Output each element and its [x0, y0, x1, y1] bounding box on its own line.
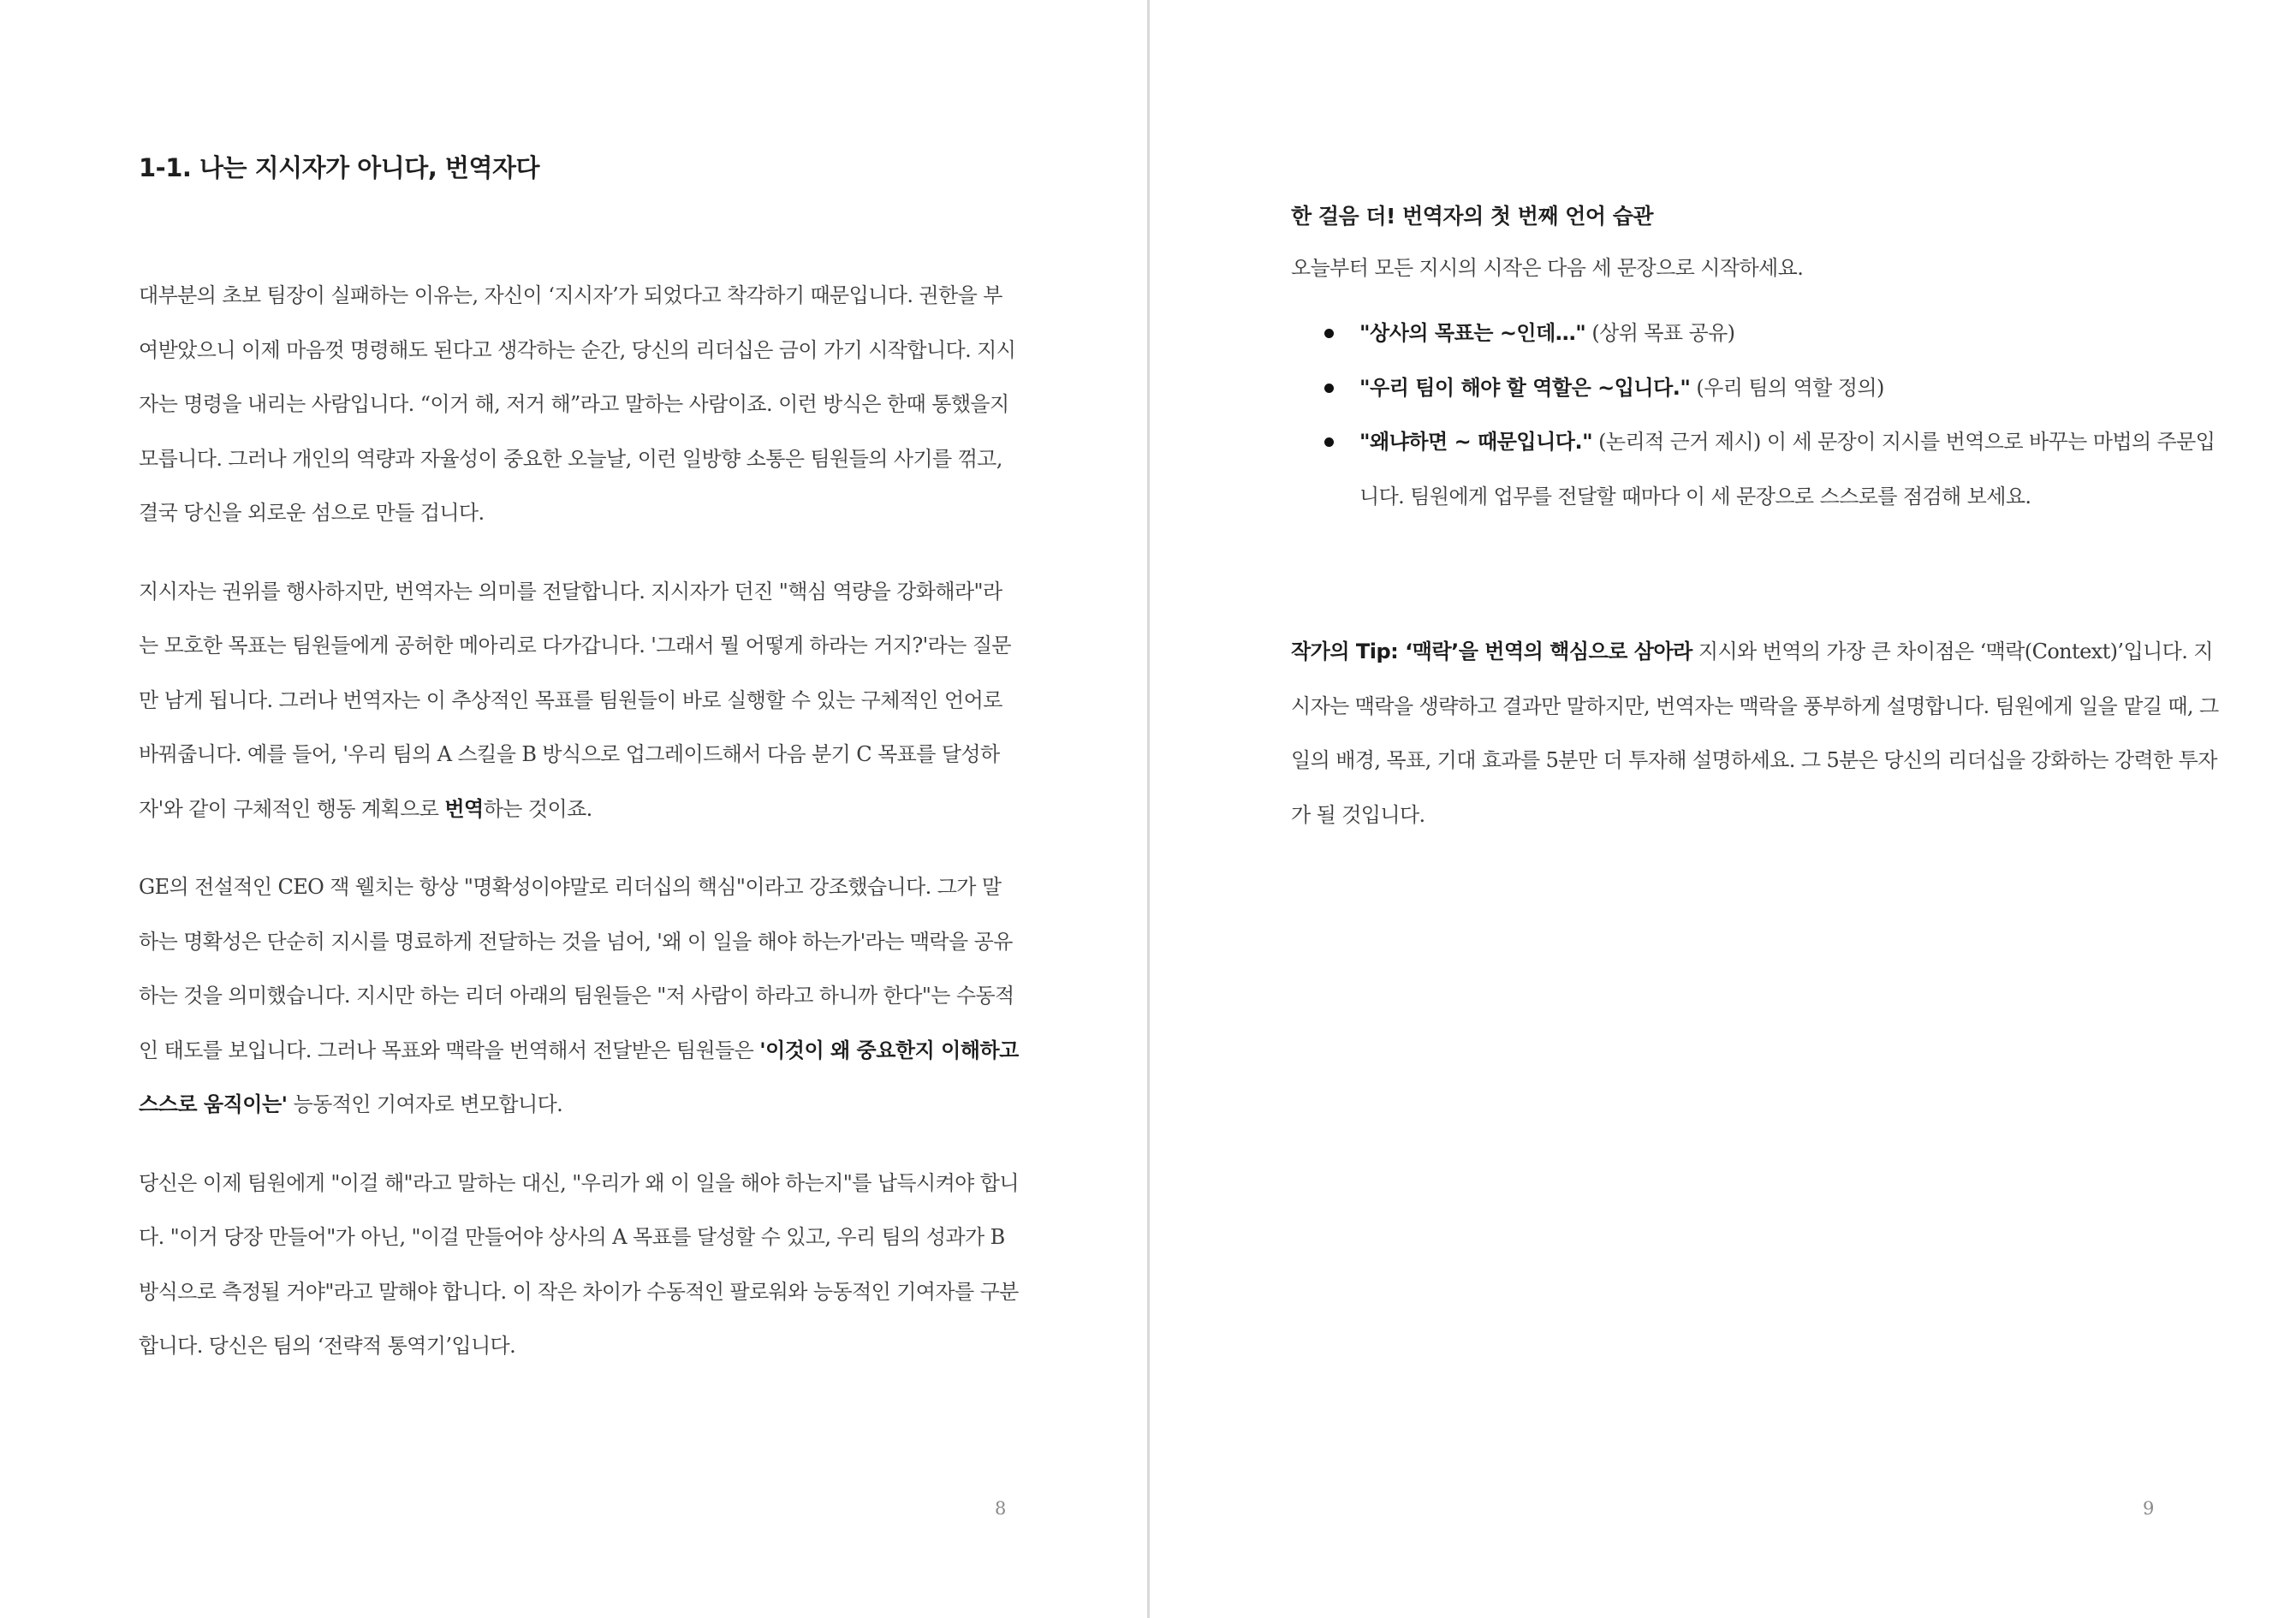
bullet-icon	[1324, 329, 1334, 338]
paragraph-1: 대부분의 초보 팀장이 실패하는 이유는, 자신이 ‘지시자’가 되었다고 착각하기 때문입니다. 권한을 부여받았으니 이제 마음껏 명령해도 된다고 생각하는 순간, 당신의 리더십은 금이 가기 시작합니다. 지시자는 명령을 내리는 사람입니다. “이거 해, 저거 해”라고 말하는 사람이죠. 이런 방식은 한때 통했을지 모릅니다. 그러나 개인의 역량과 자율성이 중요한 오늘날, 이런 일방향 소통은 팀원들의 사기를 꺾고, 결국 당신을 외로운 섬으로 만들 겁니다.	[139, 283, 1016, 525]
page-number-left: 8	[995, 1498, 1007, 1519]
paragraph-3	[139, 860, 1020, 1133]
list-item-bold: "우리 팀이 해야 할 역할은 ~입니다."	[1359, 375, 1691, 400]
list-item-text: (우리 팀의 역할 정의)	[1690, 375, 1884, 400]
paragraph-2-text-b: 하는 것이죠.	[483, 796, 592, 821]
left-page-content	[139, 146, 1020, 1398]
paragraph-2-text-a: 지시자는 권위를 행사하지만, 번역자는 의미를 전달합니다. 지시자가 던진 "핵심 역량을 강화해라"라는 모호한 목표는 팀원들에게 공허한 메아리로 다가갑니다. '그래서 뭘 어떻게 하라는 거지?'라는 질문만 남게 됩니다. 그러나 번역자는 이 추상적인 목표를 팀원들이 바로 실행할 수 있는 구체적인 언어로 바꿔줍니다. 예를 들어, '우리 팀의 A 스킬을 B 방식으로 업그레이드해서 다음 분기 C 목표를 달성하자'와 같이 구체적인 행동 계획으로	[139, 579, 1011, 821]
intro-text: 오늘부터 모든 지시의 시작은 다음 세 문장으로 시작하세요.	[1291, 256, 1804, 280]
list-item	[1359, 415, 2220, 524]
bullet-icon	[1324, 437, 1334, 447]
list-item-text: (논리적 근거 제시) 이 세 문장이 지시를 번역으로 바꾸는 마법의 주문입니다. 팀원에게 업무를 전달할 때마다 이 세 문장으로 스스로를 점검해 보세요.	[1359, 430, 2216, 509]
paragraph-3-text-b: 능동적인 기여자로 변모합니다.	[287, 1092, 563, 1116]
author-tip	[1291, 625, 2220, 842]
section-heading: 1-1. 나는 지시자가 아니다, 번역자다	[139, 153, 539, 182]
author-tip-title: 작가의 Tip: ‘맥락’을 번역의 핵심으로 삼아라	[1291, 639, 1692, 663]
page-number-right: 9	[2143, 1498, 2155, 1519]
paragraph-3-bold: '이것이 왜 중요한지 이해하고 스스로 움직이는'	[139, 1038, 1019, 1116]
list-item	[1359, 361, 2220, 416]
right-page-content	[1291, 197, 2220, 842]
paragraph-2-bold: 번역	[444, 796, 484, 821]
habit-list	[1291, 306, 2220, 524]
list-item-text: (상위 목표 공유)	[1585, 321, 1735, 345]
list-item-bold: "상사의 목표는 ~인데…"	[1359, 321, 1586, 345]
bullet-icon	[1324, 384, 1334, 393]
right-page	[1150, 0, 2296, 1618]
list-item-bold: "왜냐하면 ~ 때문입니다."	[1359, 430, 1593, 454]
paragraph-3-text-a: GE의 전설적인 CEO 잭 웰치는 항상 "명확성이야말로 리더십의 핵심"이라고 강조했습니다. 그가 말하는 명확성은 단순히 지시를 명료하게 전달하는 것을 넘어, '왜 이 일을 해야 하는가'라는 맥락을 공유하는 것을 의미했습니다. 지시만 하는 리더 아래의 팀원들은 "저 사람이 하라고 하니까 한다"는 수동적인 태도를 보입니다. 그러나 목표와 맥락을 번역해서 전달받은 팀원들은	[139, 875, 1014, 1062]
paragraph-4: 당신은 이제 팀원에게 "이걸 해"라고 말하는 대신, "우리가 왜 이 일을 해야 하는지"를 납득시켜야 합니다. "이거 당장 만들어"가 아닌, "이걸 만들어야 상사의 A 목표를 달성할 수 있고, 우리 팀의 성과가 B 방식으로 측정될 거야"라고 말해야 합니다. 이 작은 차이가 수동적인 팔로워와 능동적인 기여자를 구분합니다. 당신은 팀의 ‘전략적 통역기’입니다.	[139, 1170, 1019, 1358]
left-page	[0, 0, 1147, 1618]
author-tip-text: 지시와 번역의 가장 큰 차이점은 ‘맥락(Context)’입니다. 지시자는 맥락을 생략하고 결과만 말하지만, 번역자는 맥락을 풍부하게 설명합니다. 팀원에게 일을 맡길 때, 그 일의 배경, 목표, 기대 효과를 5분만 더 투자해 설명하세요. 그 5분은 당신의 리더십을 강화하는 강력한 투자가 될 것입니다.	[1291, 639, 2219, 827]
list-item	[1359, 306, 2220, 361]
paragraph-2	[139, 565, 1020, 837]
tip-subheading: 한 걸음 더! 번역자의 첫 번째 언어 습관	[1291, 204, 1654, 229]
